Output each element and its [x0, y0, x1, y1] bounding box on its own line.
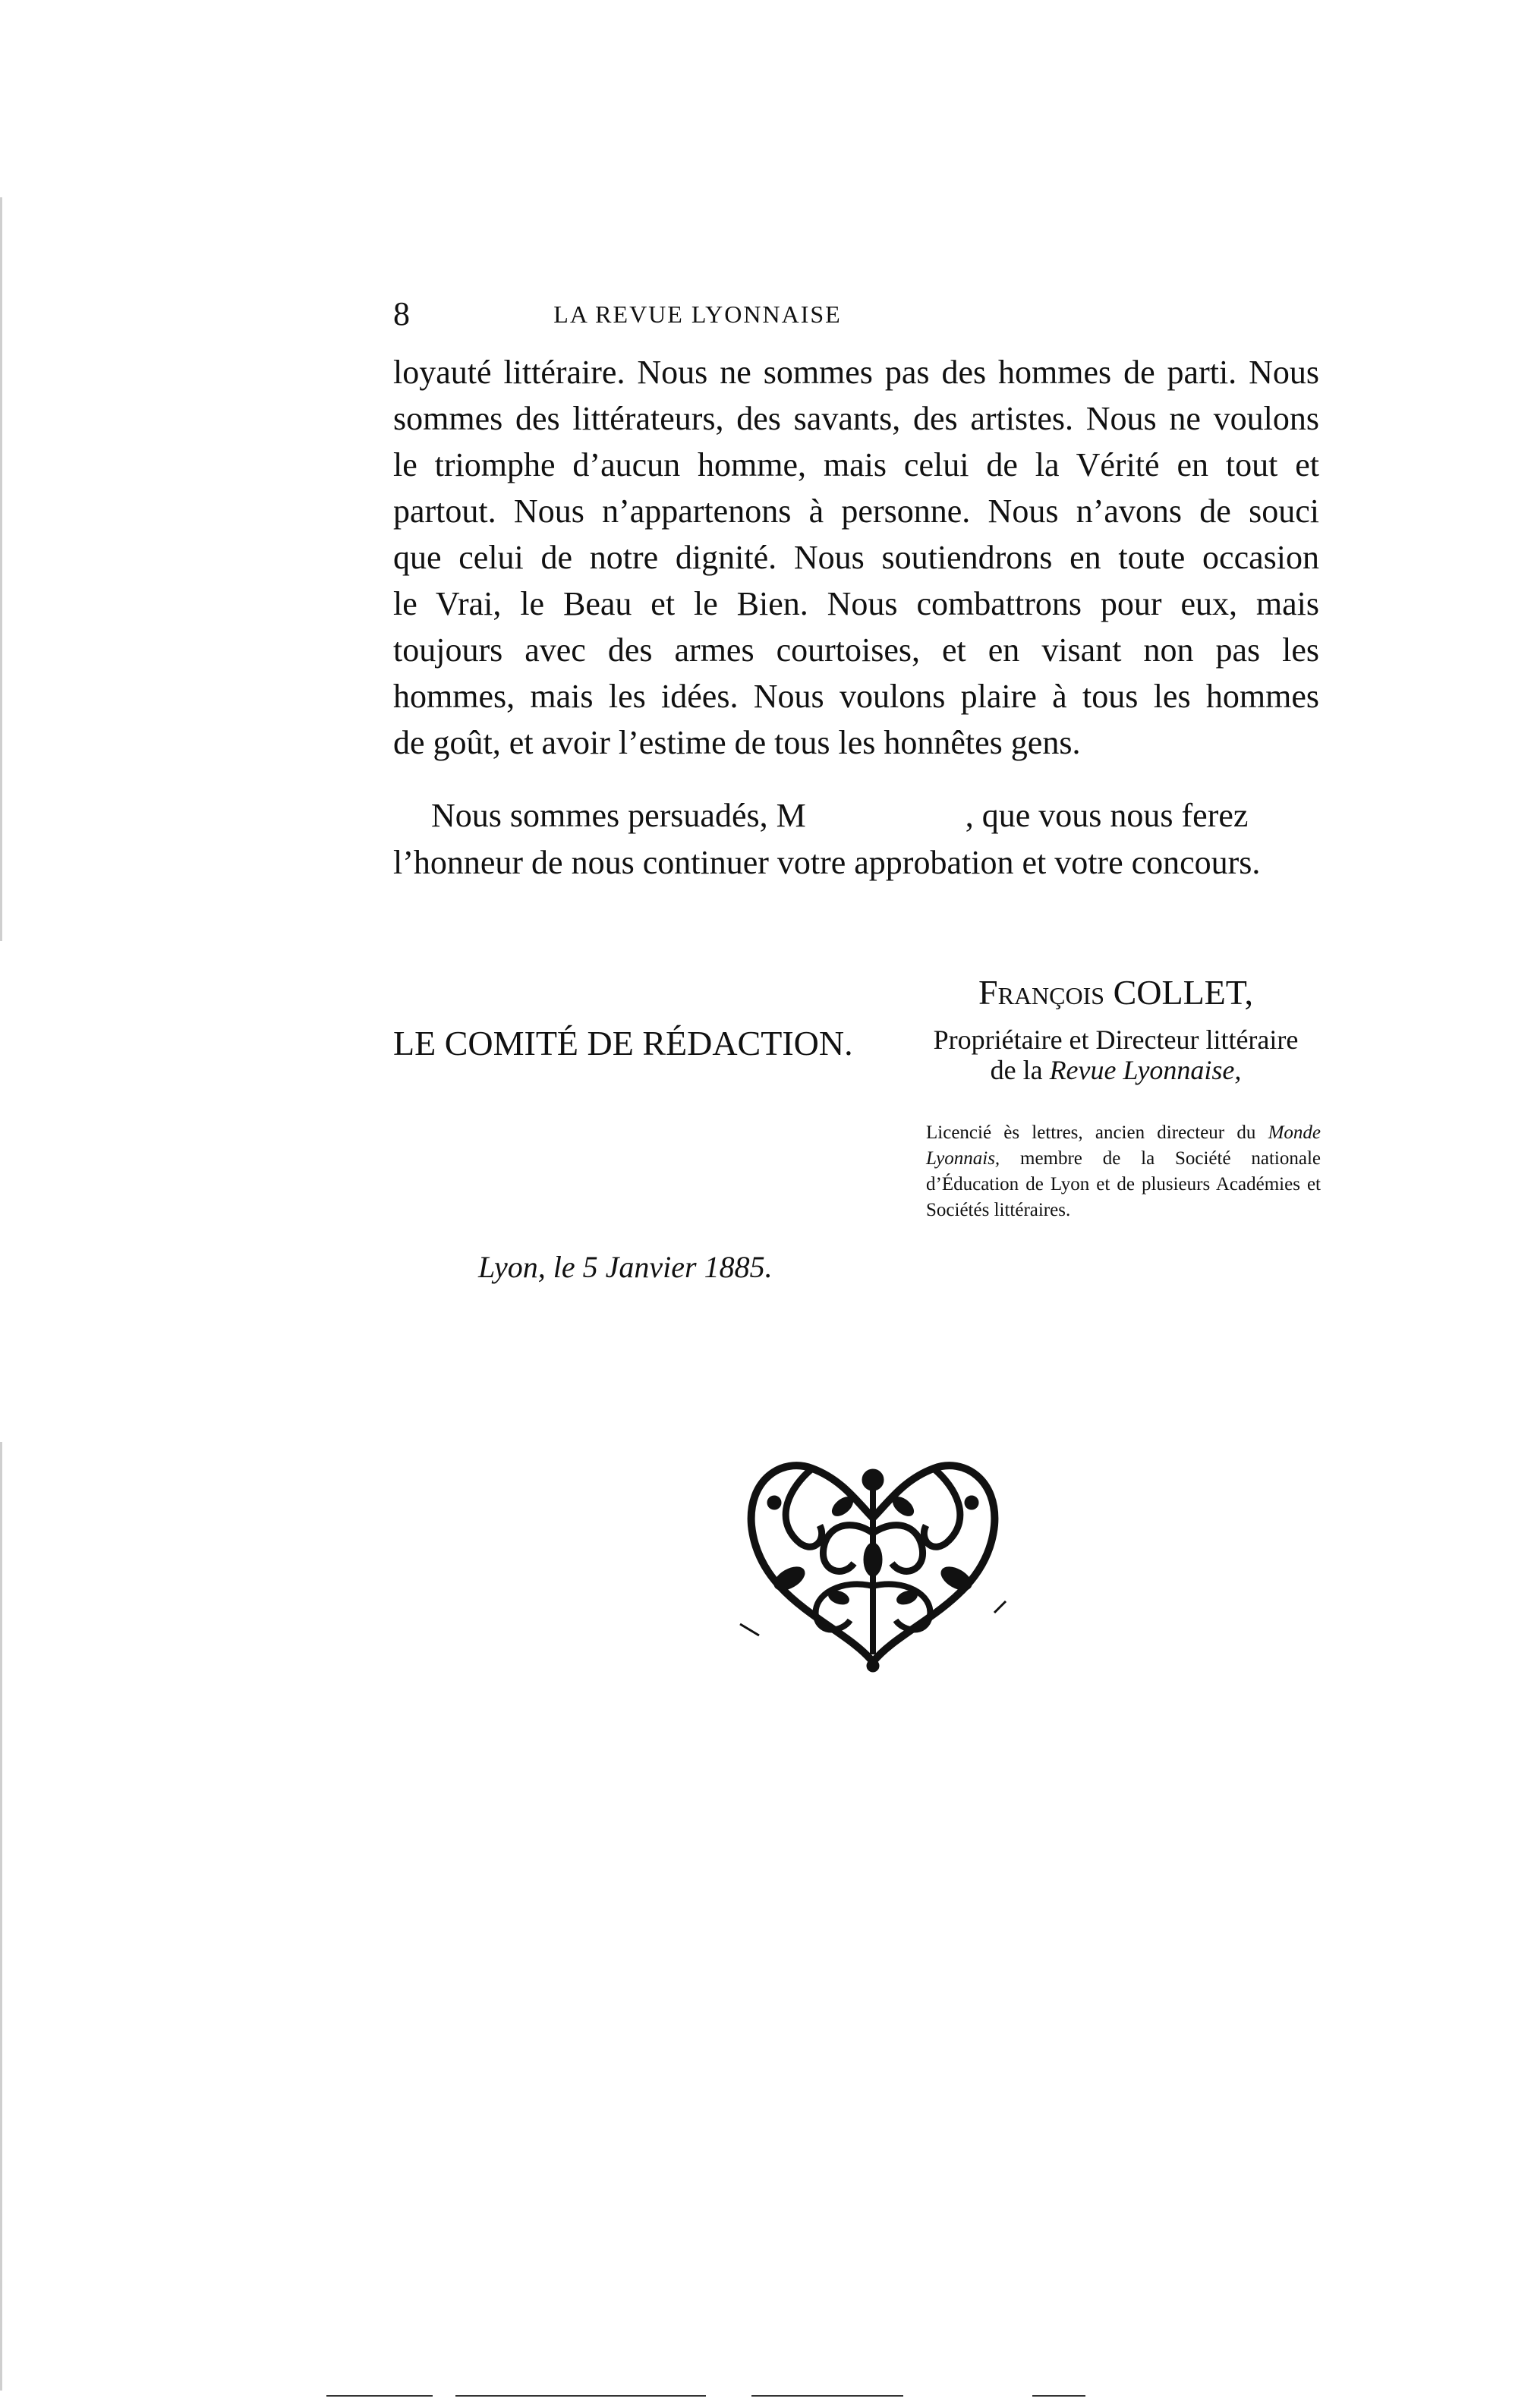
text-line: hommes, mais les idées. Nous voulons plaire à tous les hommes: [393, 678, 1319, 715]
text-line: partout. Nous n’appartenons à personne. Nous n’avons de souci: [393, 493, 1319, 530]
running-head: [393, 291, 1002, 337]
committee-signature: LE COMITÉ DE RÉDACTION.: [393, 1024, 853, 1062]
closing-paragraph: [393, 792, 1319, 886]
director-first-name: François: [978, 973, 1105, 1012]
scan-edge-line: [0, 197, 2, 941]
revue-title: Revue Lyonnaise,: [1049, 1055, 1242, 1085]
text-line: de goût, et avoir l’estime de tous les honnêtes gens.: [393, 724, 1081, 761]
scan-edge-line: [0, 1442, 2, 2391]
monde-lyonnais-title: Monde Lyonnais,: [926, 1122, 1321, 1169]
text-line: le Vrai, le Beau et le Bien. Nous combattrons pour eux, mais: [393, 585, 1319, 622]
closing-line: [393, 792, 1319, 839]
role-prefix: de la: [990, 1055, 1050, 1085]
running-title: LA REVUE LYONNAISE: [553, 301, 842, 328]
closing-end: , que vous nous ferez: [965, 797, 1249, 834]
director-bio: [926, 1120, 1321, 1223]
text-line: le triomphe d’aucun homme, mais celui de la Vérité en tout et: [393, 446, 1319, 483]
role-line-2: [911, 1055, 1321, 1085]
director-signature: [911, 968, 1321, 1223]
text-line: loyauté littéraire. Nous ne sommes pas des hommes de parti. Nous: [393, 354, 1319, 391]
rule-segment: [1032, 2395, 1085, 2397]
role-line-1: Propriétaire et Directeur littéraire: [933, 1025, 1299, 1055]
rule-segment: [455, 2395, 706, 2397]
rule-segment: [751, 2395, 903, 2397]
director-name: [911, 968, 1321, 1017]
bio-part-1: Licencié ès lettres, ancien directeur du: [926, 1122, 1268, 1143]
floral-heart-fleuron-icon: [729, 1434, 1017, 1677]
text-line: toujours avec des armes courtoises, et en visant non pas les: [393, 631, 1319, 669]
text-line: sommes des littérateurs, des savants, des artistes. Nous ne voulons: [393, 400, 1319, 437]
bottom-rules: [326, 2395, 1161, 2400]
body-paragraph: [393, 349, 1319, 766]
bio-part-2: membre de la Société nationale d’Éducation de Lyon et de plusieurs Académies et Sociétés littéraires.: [926, 1148, 1321, 1220]
dateline: Lyon, le 5 Janvier 1885.: [478, 1250, 773, 1284]
rule-segment: [326, 2395, 433, 2397]
closing-line-2: l’honneur de nous continuer votre approbation et votre concours.: [393, 844, 1261, 881]
director-last-name: COLLET,: [1113, 973, 1253, 1012]
closing-start: Nous sommes persuadés, M: [431, 797, 806, 834]
page-number: 8: [393, 295, 410, 332]
text-line: que celui de notre dignité. Nous soutiendrons en toute occasion: [393, 539, 1319, 576]
director-role: [911, 1025, 1321, 1085]
